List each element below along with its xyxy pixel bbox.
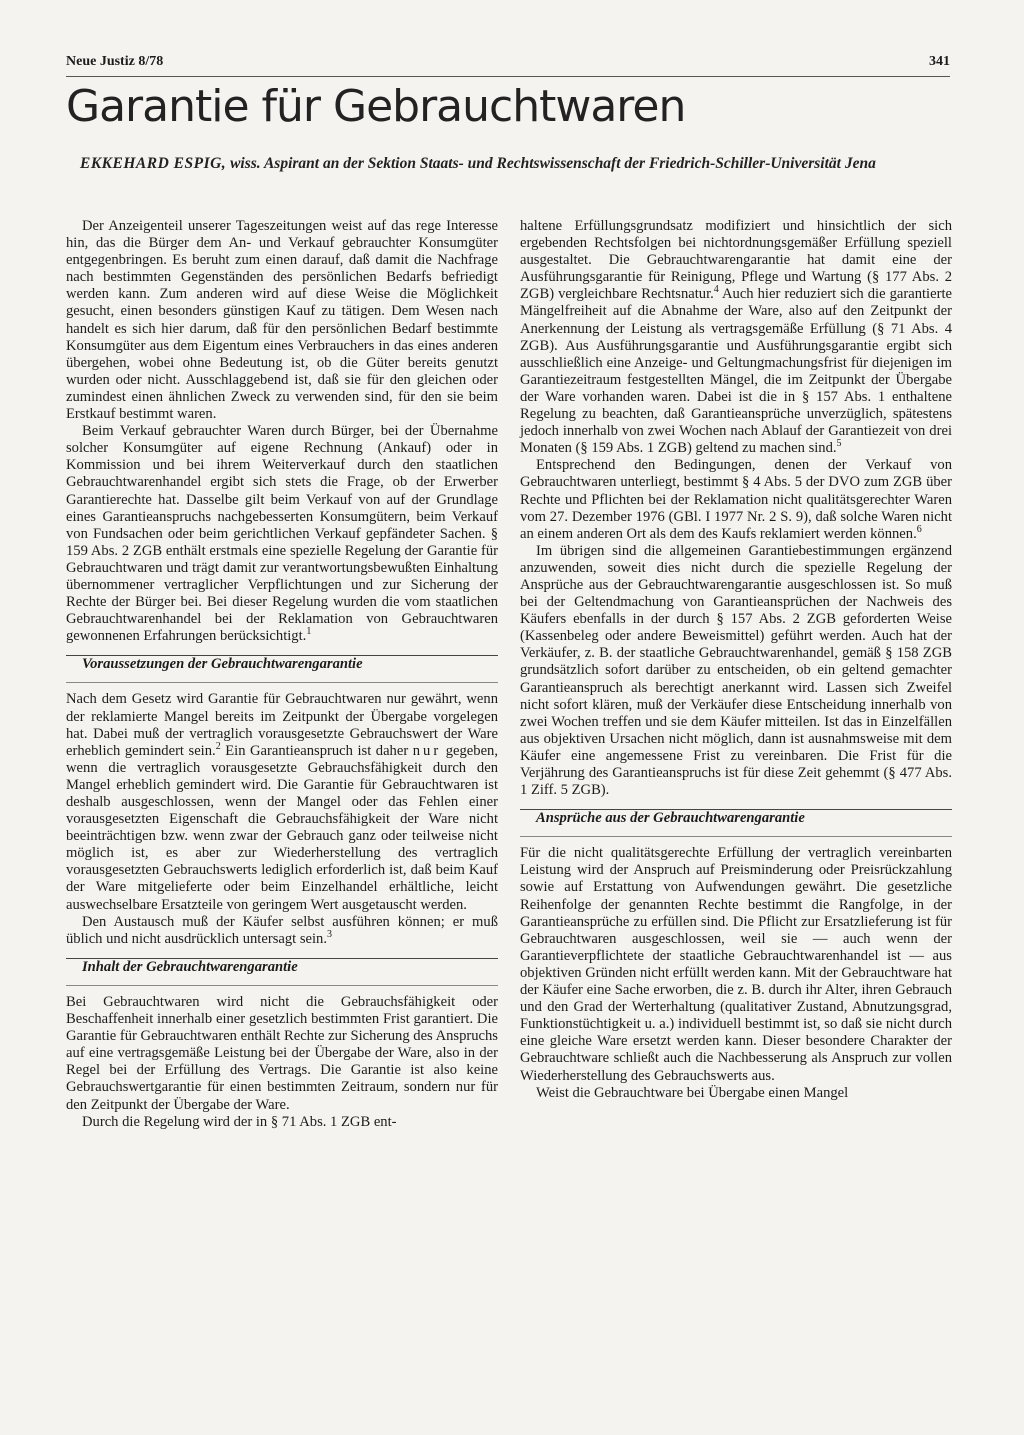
- paragraph: Der Anzeigenteil unserer Tageszeitungen weist auf das rege Interesse hin, das die Bürger dem An- und Verkauf gebrauchter Konsumgüter entgegenbringen. Es beruht zum einen darauf, daß damit die Nachfrage nach bestimmten Gegenständen des persönlichen Bedarfs befriedigt werden kann. Zum anderen wird auf diese Weise die Möglichkeit gesucht, einen besonders günstigen Kauf zu tätigen. Dem Wesen nach handelt es sich hier darum, daß für den persönlichen Bedarf bestimmte Konsumgüter aus dem Eigentum eines Verbrauchers in das eines anderen übergehen, wobei ohne Bedeutung ist, ob die Güter bereits genutzt wurden oder nicht. Ausschlaggebend ist, daß sie für den gleichen oder zumindest einen ähnlichen Zweck zu verwenden sind, für den sie beim Erstkauf bestimmt waren.: [66, 218, 498, 423]
- page-number: 341: [929, 54, 950, 69]
- section-heading-block: [520, 810, 952, 837]
- running-head: [66, 54, 950, 70]
- paragraph: Nach dem Gesetz wird Garantie für Gebrauchtwaren nur gewährt, wenn der reklamierte Mangel bereits im Zeitpunkt der Übergabe vorgelegen hat. Dabei muß der vertraglich vorausgesetzte Gebrauchswert der Ware erheblich gemindert sein.$^2$ Ein Garantieanspruch ist daher nur gegeben, wenn die vertraglich vorausgesetzte Gebrauchsfähigkeit durch den Mangel erheblich gemindert wird. Die Garantie für Gebrauchtwaren ist deshalb ausgeschlossen, wenn der Mangel oder das Fehlen einer vorausgesetzten Eigenschaft die Gebrauchsfähigkeit der Ware nicht beeinträchtigen bzw. wenn zwar der Gebrauch ganz oder teilweise nicht möglich ist, es aber zur Wiederherstellung des vertraglich vorausgesetzten Gebrauchswerts lediglich erforderlich ist, daß beim Kauf der Ware mitgelieferte oder beim Einzelhandel erhältliche, leicht auswechselbare Ersatzteile von geringem Wert ausgetauscht werden.: [66, 691, 499, 913]
- article-title: Garantie für Gebrauchtwaren: [66, 81, 686, 132]
- section-heading: Inhalt der Gebrauchtwarengarantie: [66, 959, 498, 986]
- footnote-ref: 6: [916, 523, 922, 535]
- footnote-ref: 2: [215, 740, 221, 752]
- left-column: [66, 218, 498, 1131]
- paragraph: Durch die Regelung wird der in § 71 Abs. 1 ZGB ent-: [82, 1113, 397, 1130]
- right-column: [520, 218, 952, 1102]
- paragraph: haltene Erfüllungsgrundsatz modifiziert und hinsichtlich der sich ergebenden Rechtsfolgen bei nichtordnungsgemäßer Erfüllung speziell ausgestaltet. Die Gebrauchtwarengarantie hat damit eine der Ausführungsgarantie für Reinigung, Pflege und Wartung (§ 177 Abs. 2 ZGB) vergleichbare Rechtsnatur.$^4$ Auch hier reduziert sich die garantierte Mängelfreiheit auf die Abnahme der Ware, also auf den Zeitpunkt der Anerkennung der Leistung als vertragsgemäße Erfüllung (§ 71 Abs. 4 ZGB). Aus Ausführungsgarantie und Ausführungsgarantie ergibt sich ausschließlich eine Anzeige- und Geltungmachungsfrist für diejenigen im Garantiezeitraum festgestellten Mängel, die im Zeitpunkt der Übergabe der Ware vorhanden waren. Dabei ist die in § 157 Abs. 1 enthaltene Regelung zu beachten, daß Garantieansprüche unverzüglich, spätestens jedoch innerhalb von zwei Wochen nach Ablauf der Garantiezeit von drei Monaten (§ 159 Abs. 1 ZGB) geltend zu machen sind.$^5$: [520, 218, 952, 457]
- paragraph: Den Austausch muß der Käufer selbst ausführen können; er muß üblich und nicht ausdrücklich untersagt sein.$^3$: [66, 913, 498, 947]
- footnote-ref: 5: [836, 438, 842, 450]
- footnote-ref: 4: [713, 284, 719, 296]
- section-heading: Voraussetzungen der Gebrauchtwarengarantie: [66, 656, 498, 683]
- paragraph: Für die nicht qualitätsgerechte Erfüllung der vertraglich vereinbarten Leistung wird der Anspruch auf Preisminderung oder Preisrückzahlung sowie auf Erstattung von Aufwendungen gewährt. Die gesetzliche Reihenfolge der genannten Rechte bestimmt die Rangfolge, in der Garantieansprüche zu erfüllen sind. Die Pflicht zur Ersatzlieferung ist für Gebrauchtwaren ausgeschlossen, weil sie — auch wenn der Garantieverpflichtete der staatliche Gebrauchtwarenhandel ist — aus objektiven Gründen nicht erfüllt werden kann. Mit der Gebrauchtware hat der Käufer eine Sache erworben, die z. B. durch ihr Alter, ihren Gebrauch und den Grad der Werterhaltung (qualitativer Zustand, Abnutzungsgrad, Funktionstüchtigkeit u. a.) individuell bestimmt ist, so daß sie nicht durch eine gleiche Ware ersetzt werden kann. Dieser besondere Charakter der Gebrauchtware schließt auch die Nachbesserung als Anspruch zur vollen Wiederherstellung des Gebrauchswerts aus.: [520, 845, 952, 1084]
- section-heading-block: [66, 959, 498, 986]
- paragraph: Bei Gebrauchtwaren wird nicht die Gebrauchsfähigkeit oder Beschaffenheit innerhalb einer gesetzlich bestimmten Frist garantiert. Die Garantie für Gebrauchtwaren enthält Rechte zur Sicherung des Anspruchs auf eine vertragsgemäße Leistung bei der Übergabe der Ware, also in der Regel bei der Erfüllung des Vertrags. Die Garantie ist also keine Gebrauchswertgarantie für einen bestimmten Zeitraum, sondern nur für den Zeitpunkt der Übergabe der Ware.: [66, 993, 498, 1113]
- header-rule: [66, 76, 950, 77]
- paragraph: Im übrigen sind die allgemeinen Garantiebestimmungen ergänzend anzuwenden, soweit dies nicht durch die spezielle Regelung der Ansprüche aus der Gebrauchtwarengarantie ausgeschlossen ist. So muß bei der Geltendmachung von Garantieansprüchen der Nachweis des Käufers ebenfalls in der durch § 157 Abs. 2 ZGB geforderten Weise (Kassenbeleg oder andere Beweismittel) geführt werden. Auch hat der Verkäufer, z. B. der staatliche Gebrauchtwarenhandel, gemäß § 158 ZGB grundsätzlich sofort darüber zu entscheiden, ob ein geltend gemachter Garantieanspruch als berechtigt anerkannt wird. Lassen sich Zweifel nicht sofort klären, muß der Verkäufer diese Entscheidung innerhalb von zwei Wochen treffen und sie dem Käufer mitteilen. Ist das in Einzelfällen aus objektiven Ursachen nicht möglich, dann ist ausnahmsweise mit dem Käufer eine angemessene Frist zu vereinbaren. Die Frist für die Verjährung des Garantieanspruchs ist für diese Zeit gehemmt (§ 477 Abs. 1 Ziff. 5 ZGB).: [520, 542, 952, 799]
- author-name: EKKEHARD ESPIG,: [80, 155, 227, 172]
- section-heading: Ansprüche aus der Gebrauchtwarengarantie: [520, 810, 952, 837]
- paragraph: Beim Verkauf gebrauchter Waren durch Bürger, bei der Übernahme solcher Konsumgüter auf eigene Rechnung (Ankauf) oder in Kommission und bei ihrem Weiterverkauf durch den staatlichen Gebrauchtwarenhandel ergibt sich stets die Frage, ob der Erwerber Garantierechte hat. Dasselbe gilt beim Verkauf von auf der Grundlage eines Garantieanspruchs nachgebesserten Konsumgütern, beim Verkauf von Fundsachen oder beim gerichtlichen Verkauf gepfändeter Sachen. § 159 Abs. 2 ZGB enthält erstmals eine spezielle Regelung der Garantie für Gebrauchtwaren und trägt damit zur verantwortungsbewußten Einhaltung übernommener vertraglicher Verpflichtungen und zur Sicherung der Rechte der Bürger bei. Bei dieser Regelung wurden die vom staatlichen Gebrauchtwarenhandel bei der Reklamation von Gebrauchtwaren gewonnenen Erfahrungen berücksichtigt.$^1$: [66, 423, 498, 645]
- paragraph: Entsprechend den Bedingungen, denen der Verkauf von Gebrauchtwaren unterliegt, bestimmt § 4 Abs. 5 der DVO zum ZGB über Rechte und Pflichten bei der Reklamation nicht qualitätsgerechter Waren vom 27. Dezember 1976 (GBl. I 1977 Nr. 2 S. 9), daß solche Waren nicht an einem anderen Ort als dem des Kaufs reklamiert werden können.$^6$: [520, 457, 952, 542]
- section-heading-block: [66, 656, 498, 683]
- author-affiliation: wiss. Aspirant an der Sektion Staats- und Rechtswissenschaft der Friedrich-Schiller-Universität Jena: [226, 155, 876, 172]
- footnote-ref: 3: [327, 928, 333, 940]
- author-line: [80, 153, 940, 174]
- emphasis: nur: [412, 742, 442, 759]
- journal-issue: Neue Justiz 8/78: [66, 54, 164, 69]
- paragraph: Weist die Gebrauchtware bei Übergabe einen Mangel: [536, 1084, 849, 1101]
- footnote-ref: 1: [306, 626, 312, 638]
